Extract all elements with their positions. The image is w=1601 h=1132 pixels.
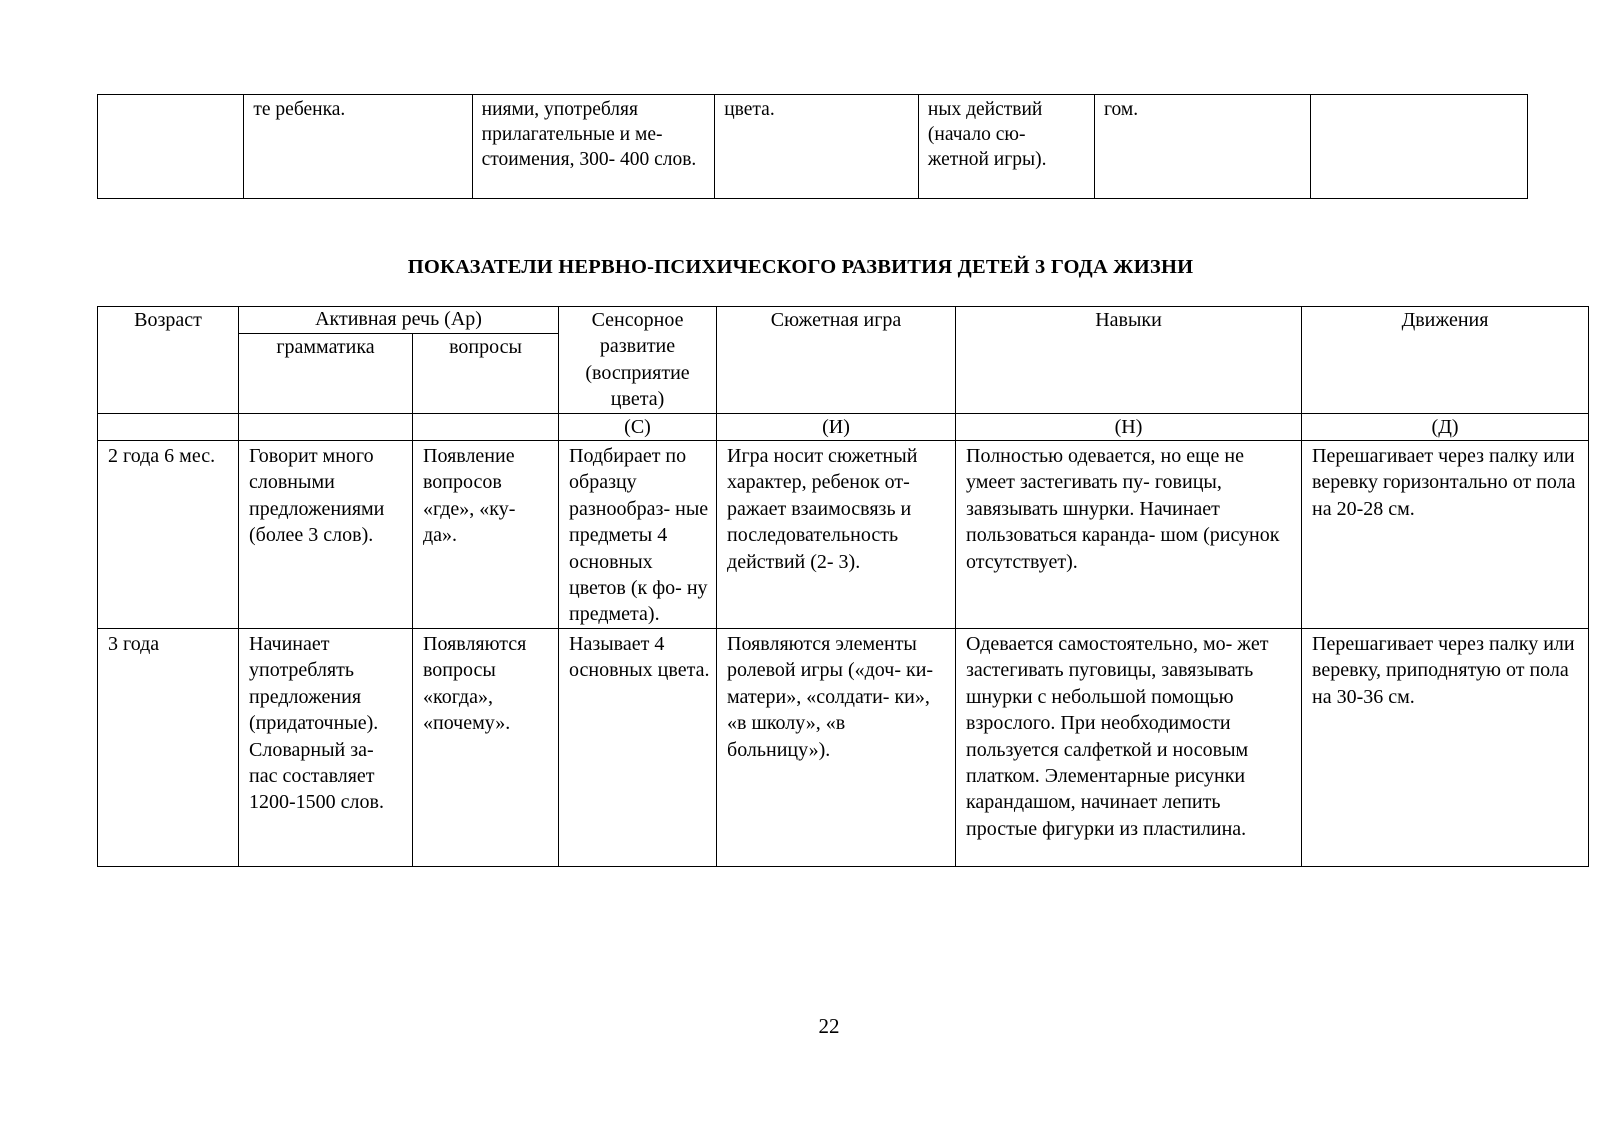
code-play: (И): [717, 413, 956, 440]
page-number: 22: [818, 1014, 840, 1038]
continued-table: [97, 94, 1528, 199]
cell-grammar: Говорит много словными предложениями (более 3 слов).: [239, 441, 413, 629]
cell-movement: Перешагивает через палку или веревку, приподнятую от пола на 30-36 см.: [1302, 628, 1589, 866]
header-play: Сюжетная игра: [717, 307, 956, 414]
code-skills: (Н): [956, 413, 1302, 440]
cell-play: Игра носит сюжетный характер, ребенок от- ражает взаимосвязь и последовательность действий (2- 3).: [717, 441, 956, 629]
table-cell: цвета.: [715, 95, 919, 199]
table-row: [98, 95, 1528, 199]
cell-play: Появляются элементы ролевой игры («доч- ки-матери», «солдати- ки», «в школу», «в больницу»).: [717, 628, 956, 866]
code-grammar: [239, 413, 413, 440]
code-row: [98, 413, 1589, 440]
code-age: [98, 413, 239, 440]
table-cell: гом.: [1094, 95, 1310, 199]
code-sensory: (С): [559, 413, 717, 440]
header-age: Возраст: [98, 307, 239, 414]
table-cell: те ребенка.: [244, 95, 472, 199]
table-cell: [1310, 95, 1527, 199]
cell-skills: Одевается самостоятельно, мо- жет застегивать пуговицы, завязывать шнурки с небольшой помощью взрослого. При необходимости пользуется салфеткой и носовым платком. Элементарные рисунки карандашом, начинает лепить простые фигурки из пластилина.: [956, 628, 1302, 866]
cell-sensory: Называет 4 основных цвета.: [559, 628, 717, 866]
header-sensory: Сенсорное развитие (восприятие цвета): [559, 307, 717, 414]
table-cell: [98, 95, 244, 199]
cell-sensory: Подбирает по образцу разнообраз- ные предметы 4 основных цветов (к фо- ну предмета).: [559, 441, 717, 629]
header-questions: вопросы: [413, 334, 559, 413]
cell-skills: Полностью одевается, но еще не умеет застегивать пу- говицы, завязывать шнурки. Начинает пользоваться каранда- шом (рисунок отсутствует).: [956, 441, 1302, 629]
header-row: [98, 307, 1589, 334]
cell-age: 3 года: [98, 628, 239, 866]
table-row: [98, 441, 1589, 629]
table-cell: ных действий (начало сю- жетной игры).: [918, 95, 1094, 199]
header-movement: Движения: [1302, 307, 1589, 414]
code-questions: [413, 413, 559, 440]
cell-questions: Появляются вопросы «когда», «почему».: [413, 628, 559, 866]
header-speech: Активная речь (Ар): [239, 307, 559, 334]
header-grammar: грамматика: [239, 334, 413, 413]
cell-questions: Появление вопросов «где», «ку- да».: [413, 441, 559, 629]
section-title: ПОКАЗАТЕЛИ НЕРВНО-ПСИХИЧЕСКОГО РАЗВИТИЯ ДЕТЕЙ 3 ГОДА ЖИЗНИ: [407, 256, 1194, 278]
code-movement: (Д): [1302, 413, 1589, 440]
cell-grammar: Начинает употреблять предложения (придаточные). Словарный за- пас составляет 1200-1500 слов.: [239, 628, 413, 866]
cell-age: 2 года 6 мес.: [98, 441, 239, 629]
development-table: [97, 306, 1589, 867]
table-cell: ниями, употребляя прилагательные и ме- стоимения, 300- 400 слов.: [472, 95, 715, 199]
table-row: [98, 628, 1589, 866]
cell-movement: Перешагивает через палку или веревку горизонтально от пола на 20-28 см.: [1302, 441, 1589, 629]
header-skills: Навыки: [956, 307, 1302, 414]
